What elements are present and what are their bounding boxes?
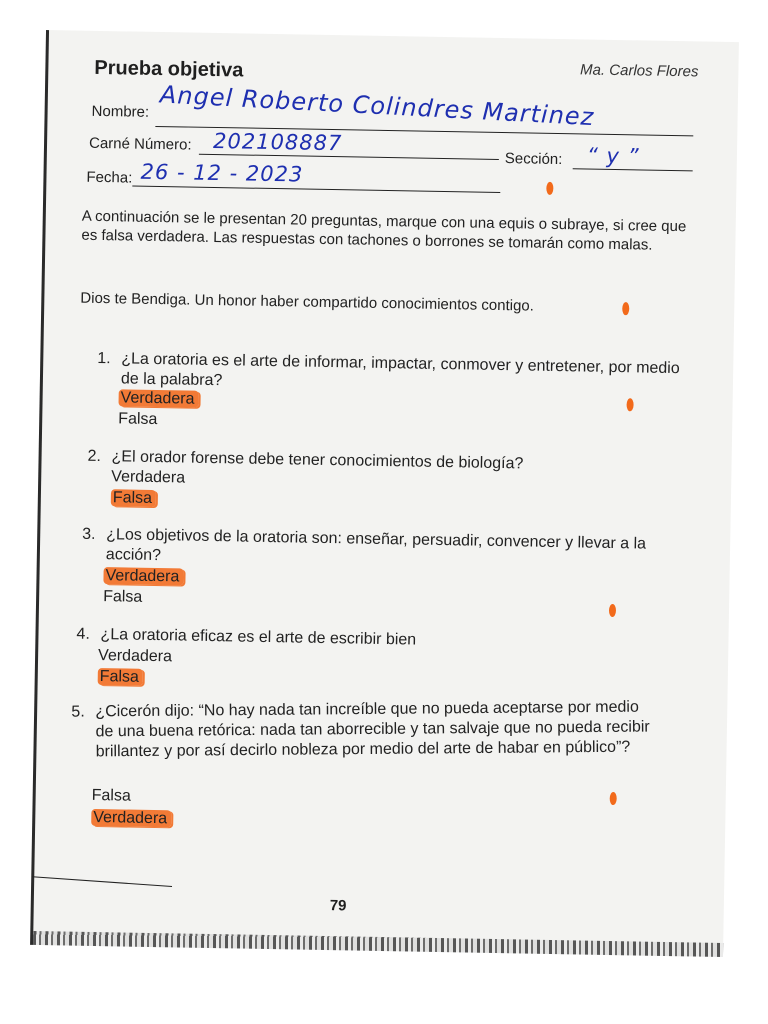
blessing-text: Dios te Bendiga. Un honor haber compartido conocimientos contigo. [80,289,535,315]
question-number: 3. [82,525,96,543]
date-value[interactable]: 26 - 12 - 2023 [140,159,304,187]
option-falsa[interactable] [98,668,143,687]
teacher-name: Ma. Carlos Flores [579,61,699,81]
question-text: ¿Los objetivos de la oratoria son: enseñar, persuadir, convencer y llevar a la acción? [105,526,647,565]
marked-answer: Verdadera [91,809,171,827]
marked-answer: Verdadera [118,389,198,407]
question-number: 1. [97,349,111,368]
date-line [132,186,500,193]
option-label: Verdadera [111,468,186,487]
carne-value[interactable]: 202108887 [212,128,343,156]
option-label: Verdadera [97,647,173,666]
option-falsa[interactable] [92,787,131,806]
marked-answer: Verdadera [103,567,183,585]
ink-mark [626,398,633,411]
question-number: 4. [76,625,90,643]
question-text: ¿Cicerón dijo: “No hay nada tan increíble que no pueda aceptarse por medio de una buena retórica: nada tan aborrecible y tan salvaje que no pueda recibir brillantez y por así decirlo nobleza por medio del arte de habar en público”? [95,698,650,761]
option-verdadera[interactable] [103,567,183,586]
name-label: Nombre: [91,102,150,121]
exam-page [30,30,739,957]
ink-mark [610,792,617,805]
marked-answer: Falsa [98,668,143,686]
option-falsa[interactable] [118,410,157,429]
marked-answer: Falsa [111,489,156,507]
page-edge [33,931,723,957]
option-label: Falsa [118,410,158,429]
option-verdadera[interactable] [98,647,172,666]
page-title: Prueba objetiva [94,56,244,82]
footer-rule [32,876,172,887]
question-number: 2. [87,447,102,466]
instructions-text: A continuación se le presentan 20 preguntas, marque con una equis o subraye, si cree que es falsa verdadera. Las respuestas con tachones o borrones se tomarán como malas. [81,207,687,254]
question-text: ¿La oratoria es el arte de informar, impactar, conmover y entretener, por medio de la palabra? [120,350,680,390]
date-label: Fecha: [86,168,133,187]
option-verdadera[interactable] [111,468,185,487]
question-text: ¿El orador forense debe tener conocimientos de biología? [111,448,524,473]
option-label: Falsa [91,786,131,805]
ink-mark [609,604,616,617]
option-falsa[interactable] [111,489,156,508]
option-label: Falsa [103,588,143,606]
carne-label: Carné Número: [88,134,192,154]
section-line [573,168,693,171]
name-value[interactable]: Angel Roberto Colindres Martinez [159,80,595,132]
section-label: Sección: [504,150,563,169]
option-verdadera[interactable] [118,389,198,408]
question-text: ¿La oratoria eficaz es el arte de escribir bien [100,626,417,649]
ink-mark [546,182,553,195]
option-verdadera[interactable] [91,809,171,828]
option-falsa[interactable] [103,588,142,607]
question-number: 5. [71,703,85,721]
section-value[interactable]: “ y ” [586,143,640,169]
page-number: 79 [329,897,347,915]
carne-line [199,154,499,160]
